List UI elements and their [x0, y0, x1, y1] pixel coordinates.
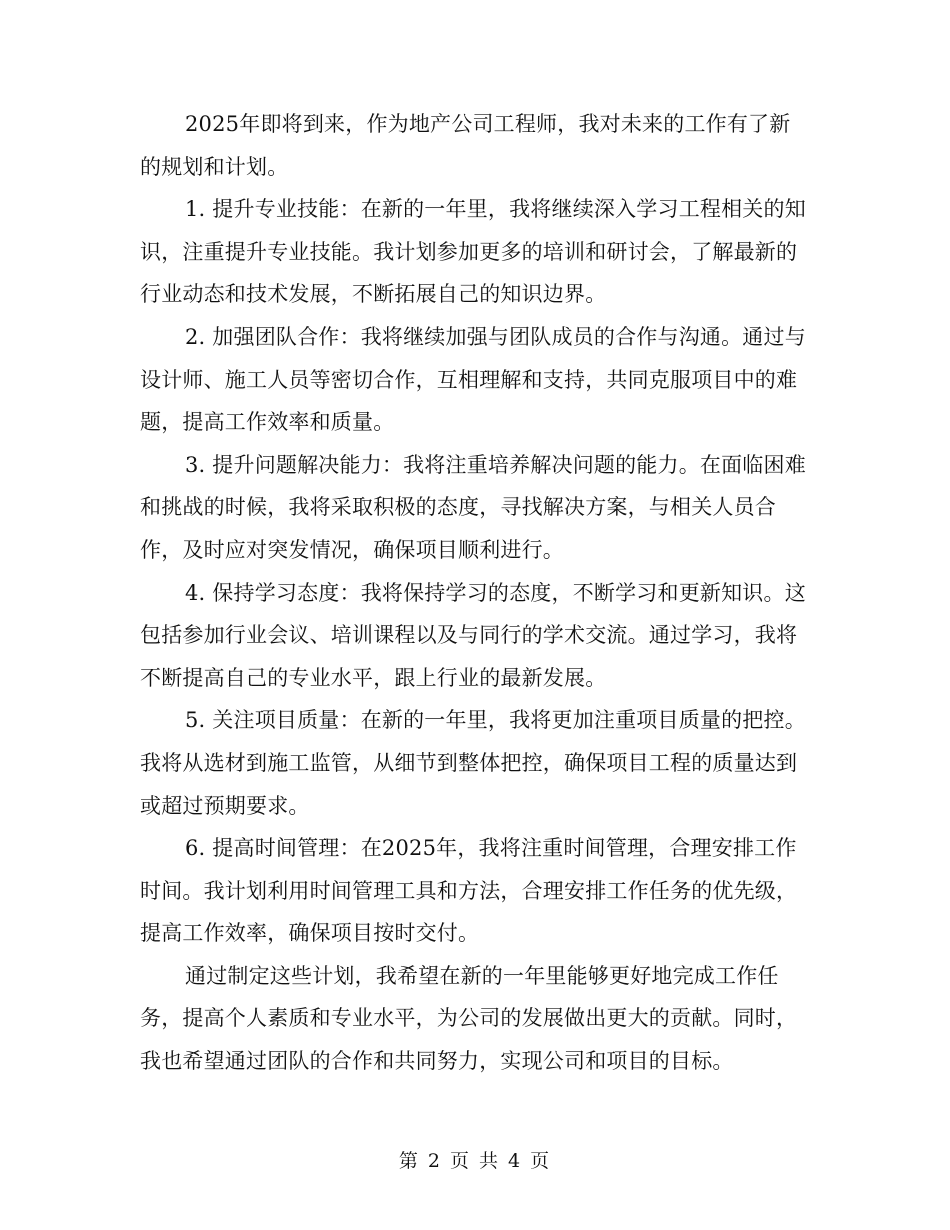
plan-item-6-paragraph: 6. 提高时间管理：在2025年，我将注重时间管理，合理安排工作时间。我计划利用时间管理工具和方法，合理安排工作任务的优先级，提高工作效率，确保项目按时交付。 — [140, 836, 798, 946]
intro-paragraph: 2025年即将到来，作为地产公司工程师，我对未来的工作有了新的规划和计划。 — [140, 112, 791, 179]
document-body — [140, 103, 810, 1083]
plan-item-2-paragraph: 2. 加强团队合作：我将继续加强与团队成员的合作与沟通。通过与设计师、施工人员等密切合作，互相理解和支持，共同克服项目中的难题，提高工作效率和质量。 — [140, 324, 806, 435]
closing-paragraph: 通过制定这些计划，我希望在新的一年里能够更好地完成工作任务，提高个人素质和专业水平，为公司的发展做出更大的贡献。同时，我也希望通过团队的合作和共同努力，实现公司和项目的目标。 — [140, 963, 798, 1074]
plan-item-1-paragraph: 1. 提升专业技能：在新的一年里，我将继续深入学习工程相关的知识，注重提升专业技能。我计划参加更多的培训和研讨会，了解最新的行业动态和技术发展，不断拓展自己的知识边界。 — [140, 197, 806, 307]
plan-item-5-paragraph: 5. 关注项目质量：在新的一年里，我将更加注重项目质量的把控。我将从选材到施工监管，从细节到整体把控，确保项目工程的质量达到或超过预期要求。 — [140, 708, 806, 818]
page-footer: 第 2 页 共 4 页 — [398, 1150, 552, 1172]
plan-item-3-paragraph: 3. 提升问题解决能力：我将注重培养解决问题的能力。在面临困难和挑战的时候，我将采取积极的态度，寻找解决方案，与相关人员合作，及时应对突发情况，确保项目顺利进行。 — [140, 452, 806, 562]
plan-item-4-paragraph: 4. 保持学习态度：我将保持学习的态度，不断学习和更新知识。这包括参加行业会议、培训课程以及与同行的学术交流。通过学习，我将不断提高自己的专业水平，跟上行业的最新发展。 — [140, 580, 806, 690]
